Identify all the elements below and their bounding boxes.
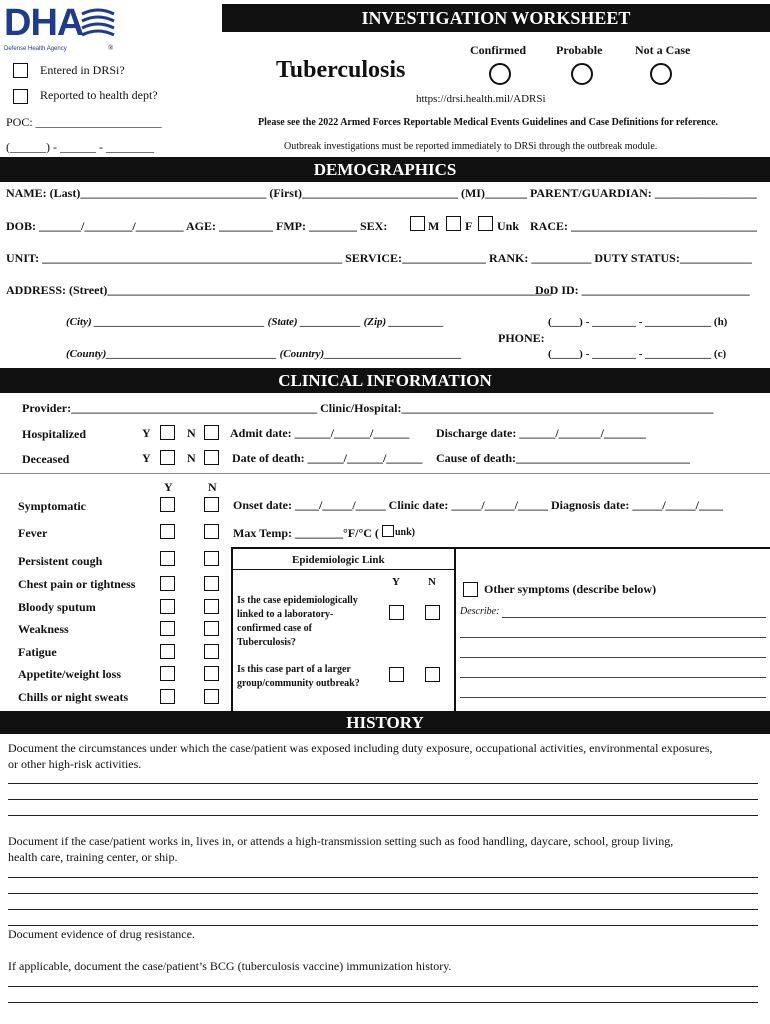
setting-line-2[interactable] (8, 893, 758, 894)
status-not-a-case-radio[interactable] (650, 63, 672, 85)
deceased-n-checkbox[interactable] (204, 450, 219, 465)
exposure-line-3[interactable] (8, 815, 758, 816)
hospitalized-n-label: N (187, 426, 196, 440)
symptom-y-header: Y (164, 480, 173, 494)
epi-q2-line1: Is this case part of a larger (237, 664, 351, 675)
fatigue-y-checkbox[interactable] (160, 644, 175, 659)
address-city-line[interactable]: (City) _______________________________ (State) ___________ (Zip) __________ (66, 316, 444, 328)
symptom-label-chills-night-sweats: Chills or night sweats (18, 690, 129, 704)
deceased-label: Deceased (22, 452, 70, 466)
weakness-y-checkbox[interactable] (160, 621, 175, 636)
sex-m-label: M (428, 219, 440, 233)
history-exposure-text-2: or other high-risk activities. (8, 757, 142, 771)
history-setting-text-2: health care, training center, or ship. (8, 850, 178, 864)
bcg-line-2[interactable] (8, 1002, 758, 1003)
reported-health-dept-checkbox[interactable] (13, 89, 28, 104)
dod-id-field[interactable]: DoD ID: ____________________________ (535, 283, 750, 297)
date-line[interactable]: Onset date: ____/_____/_____ Clinic date: _____/_____/_____ Diagnosis date: _____/_____/____ (233, 498, 723, 512)
clinical-bar (0, 368, 770, 393)
weakness-n-checkbox[interactable] (204, 621, 219, 636)
history-bar (0, 711, 770, 734)
deceased-y-checkbox[interactable] (160, 450, 175, 465)
clinical-title: CLINICAL INFORMATION (278, 371, 492, 390)
symptom-label-symptomatic: Symptomatic (18, 499, 86, 513)
history-setting-text-1: Document if the case/patient works in, lives in, or attends a high-transmission setting such as food handling, daycare, school, group living, (8, 834, 674, 848)
epi-q1-line1: Is the case epidemiologically (237, 595, 358, 606)
describe-line-4[interactable] (460, 677, 766, 678)
sex-f-label: F (465, 219, 473, 233)
setting-line-3[interactable] (8, 909, 758, 910)
other-symptoms-checkbox[interactable] (463, 582, 478, 597)
status-confirmed-label: Confirmed (470, 43, 526, 57)
entered-drsi-checkbox[interactable] (13, 63, 28, 78)
demographics-title: DEMOGRAPHICS (313, 160, 457, 179)
epi-linked-n-checkbox[interactable] (425, 605, 440, 620)
chills-night-sweats-y-checkbox[interactable] (160, 689, 175, 704)
max-temp-field[interactable]: Max Temp: ________°F/°C ( (233, 526, 379, 540)
chest-pain-n-checkbox[interactable] (204, 576, 219, 591)
epi-link-title: Epidemiologic Link (292, 554, 385, 566)
logo-text: DHA (4, 2, 84, 44)
other-symptoms-label: Other symptoms (describe below) (484, 582, 657, 596)
hospitalized-y-checkbox[interactable] (160, 425, 175, 440)
epi-y-header: Y (392, 576, 400, 588)
persistent-cough-n-checkbox[interactable] (204, 551, 219, 566)
symptom-label-bloody-sputum: Bloody sputum (18, 600, 96, 614)
describe-line-1[interactable] (502, 617, 766, 618)
status-probable-radio[interactable] (571, 63, 593, 85)
fever-y-checkbox[interactable] (160, 524, 175, 539)
persistent-cough-y-checkbox[interactable] (160, 551, 175, 566)
deceased-n-label: N (187, 451, 196, 465)
race-field[interactable]: RACE: _______________________________ (530, 219, 757, 233)
logo-subtitle: Defense Health Agency (4, 46, 67, 52)
epi-outbreak-n-checkbox[interactable] (425, 667, 440, 682)
disease-name: Tuberculosis (276, 57, 406, 83)
hospitalized-label: Hospitalized (22, 427, 87, 441)
history-drug-resistance-text: Document evidence of drug resistance. (8, 927, 195, 941)
epi-linked-y-checkbox[interactable] (389, 605, 404, 620)
cause-of-death-field[interactable]: Cause of death:_____________________________ (436, 451, 690, 465)
exposure-line-2[interactable] (8, 799, 758, 800)
exposure-line-1[interactable] (8, 783, 758, 784)
epi-outbreak-y-checkbox[interactable] (389, 667, 404, 682)
status-not-a-case-label: Not a Case (635, 43, 691, 57)
temp-unknown-checkbox[interactable] (382, 525, 394, 537)
reported-health-dept-label: Reported to health dept? (40, 88, 158, 102)
sex-f-checkbox[interactable] (446, 216, 461, 231)
bcg-line-1[interactable] (8, 986, 758, 987)
epi-q1-line2: linked to a laboratory- (237, 609, 334, 620)
epi-header-line (231, 569, 456, 570)
fatigue-n-checkbox[interactable] (204, 644, 219, 659)
symptom-label-fatigue: Fatigue (18, 645, 57, 659)
phone-cell-field[interactable]: (_____) - ________ - ____________ (c) (548, 348, 727, 360)
unit-line[interactable]: UNIT: __________________________________________________ SERVICE:______________ RANK: __________ DUTY STATUS:____________ (6, 251, 752, 265)
date-of-death-field[interactable]: Date of death: ______/______/______ (232, 451, 423, 465)
fever-n-checkbox[interactable] (204, 524, 219, 539)
discharge-date-field[interactable]: Discharge date: ______/_______/_______ (436, 426, 646, 440)
flag-stripes-icon (80, 8, 116, 38)
registered-mark: ® (108, 44, 114, 52)
describe-line-2[interactable] (460, 637, 766, 638)
chest-pain-y-checkbox[interactable] (160, 576, 175, 591)
reference-note: Please see the 2022 Armed Forces Reportable Medical Events Guidelines and Case Definitions for reference. (258, 117, 719, 128)
epi-right-border (454, 548, 456, 711)
address-street-line[interactable]: ADDRESS: (Street)__________________________________________________________________________ (6, 283, 552, 297)
worksheet-title-bar (222, 4, 770, 32)
appetite-weight-loss-n-checkbox[interactable] (204, 666, 219, 681)
sex-unk-label: Unk (497, 219, 520, 233)
epi-q2-line2: group/community outbreak? (237, 678, 360, 689)
admit-date-field[interactable]: Admit date: ______/______/______ (230, 426, 410, 440)
poc-phone-field[interactable]: (______) - ______ - ________ (6, 140, 154, 154)
sex-m-checkbox[interactable] (410, 216, 425, 231)
address-county-line[interactable]: (County)_______________________________ (Country)_________________________ (66, 348, 462, 360)
provider-line[interactable]: Provider:_________________________________________ Clinic/Hospital:____________________________________________________ (22, 401, 714, 415)
setting-line-4[interactable] (8, 925, 758, 926)
history-exposure-text-1: Document the circumstances under which the case/patient was exposed including duty exposure, occupational activities, environmental exposures, (8, 741, 713, 755)
epi-left-border (231, 548, 233, 711)
bloody-sputum-n-checkbox[interactable] (204, 599, 219, 614)
describe-label: Describe: (460, 606, 500, 617)
describe-line-3[interactable] (460, 657, 766, 658)
temp-unknown-label: unk) (395, 527, 416, 538)
chills-night-sweats-n-checkbox[interactable] (204, 689, 219, 704)
symptom-label-chest-pain: Chest pain or tightness (18, 577, 136, 591)
phone-home-field[interactable]: (_____) - ________ - ____________ (h) (548, 316, 728, 328)
symptomatic-y-checkbox[interactable] (160, 497, 175, 512)
epi-top-border (231, 547, 770, 549)
epi-q1-line4: Tuberculosis? (237, 637, 296, 648)
worksheet-title: INVESTIGATION WORKSHEET (361, 8, 631, 28)
history-title: HISTORY (346, 713, 424, 732)
section-divider (0, 473, 770, 474)
hospitalized-y-label: Y (142, 426, 151, 440)
sex-unk-checkbox[interactable] (478, 216, 493, 231)
epi-q1-line3: confirmed case of (237, 623, 312, 634)
symptomatic-n-checkbox[interactable] (204, 497, 219, 512)
drsi-url[interactable]: https://drsi.health.mil/ADRSi (416, 93, 546, 105)
symptom-label-appetite-weight-loss: Appetite/weight loss (18, 667, 121, 681)
entered-drsi-label: Entered in DRSi? (40, 63, 125, 77)
appetite-weight-loss-y-checkbox[interactable] (160, 666, 175, 681)
status-confirmed-radio[interactable] (489, 63, 511, 85)
name-line[interactable]: NAME: (Last)_______________________________ (First)__________________________ (MI)_______ PARENT/GUARDIAN: _________________ (6, 186, 757, 200)
describe-line-5[interactable] (460, 697, 766, 698)
dob-line[interactable]: DOB: _______/________/________ AGE: _________ FMP: ________ SEX: (6, 219, 388, 233)
bloody-sputum-y-checkbox[interactable] (160, 599, 175, 614)
history-bcg-text: If applicable, document the case/patient’s BCG (tuberculosis vaccine) immunization history. (8, 959, 452, 973)
symptom-label-persistent-cough: Persistent cough (18, 554, 103, 568)
hospitalized-n-checkbox[interactable] (204, 425, 219, 440)
epi-n-header: N (428, 576, 436, 588)
symptom-n-header: N (208, 480, 217, 494)
phone-label: PHONE: (498, 331, 545, 345)
symptom-label-fever: Fever (18, 526, 48, 540)
symptom-label-weakness: Weakness (18, 622, 69, 636)
epi-question-outbreak (237, 663, 360, 691)
outbreak-note: Outbreak investigations must be reported immediately to DRSi through the outbreak module. (284, 141, 658, 152)
epi-question-linked (237, 594, 358, 650)
dha-logo (4, 2, 116, 52)
poc-field[interactable]: POC: _____________________ (6, 115, 162, 129)
deceased-y-label: Y (142, 451, 151, 465)
status-probable-label: Probable (556, 43, 603, 57)
setting-line-1[interactable] (8, 877, 758, 878)
demographics-bar (0, 157, 770, 182)
